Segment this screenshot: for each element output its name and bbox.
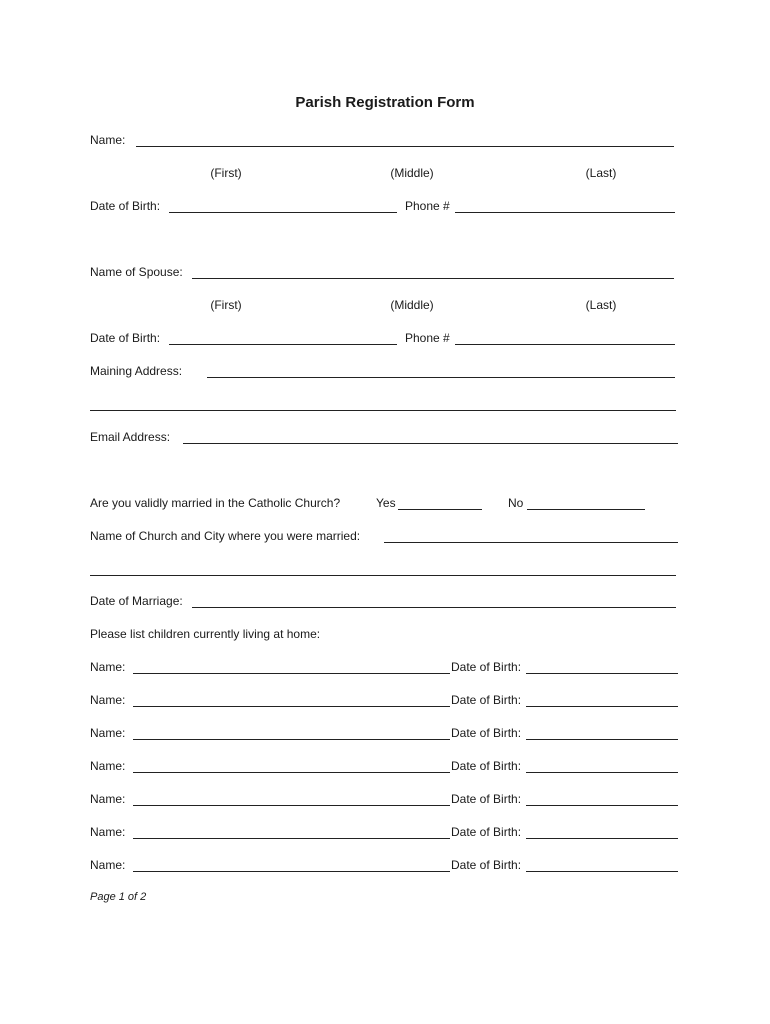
- child-dob-field[interactable]: [526, 756, 678, 773]
- no-label: No: [508, 496, 524, 510]
- spouse-name-field[interactable]: [192, 262, 674, 279]
- child-name-label: Name:: [90, 759, 126, 773]
- child-name-field[interactable]: [133, 822, 450, 839]
- child-name-label: Name:: [90, 693, 126, 707]
- first-caption: (First): [210, 166, 242, 180]
- spouse-name-label: Name of Spouse:: [90, 265, 183, 279]
- child-name-field[interactable]: [133, 789, 450, 806]
- child-name-label: Name:: [90, 792, 126, 806]
- child-dob-field[interactable]: [526, 723, 678, 740]
- dob-label: Date of Birth:: [90, 199, 161, 213]
- spouse-first-caption: (First): [210, 298, 242, 312]
- child-name-label: Name:: [90, 660, 126, 674]
- form-title: Parish Registration Form: [295, 94, 475, 111]
- child-dob-label: Date of Birth:: [451, 792, 522, 806]
- mailing-address-line2[interactable]: [90, 394, 676, 411]
- child-dob-label: Date of Birth:: [451, 693, 522, 707]
- child-name-field[interactable]: [133, 756, 450, 773]
- yes-field[interactable]: [398, 493, 482, 510]
- no-field[interactable]: [527, 493, 645, 510]
- child-name-label: Name:: [90, 825, 126, 839]
- middle-caption: (Middle): [390, 166, 434, 180]
- page-footer: Page 1 of 2: [90, 891, 147, 903]
- date-of-marriage-label: Date of Marriage:: [90, 594, 183, 608]
- child-name-field[interactable]: [133, 723, 450, 740]
- spouse-dob-label: Date of Birth:: [90, 331, 161, 345]
- child-dob-label: Date of Birth:: [451, 726, 522, 740]
- phone-label: Phone #: [405, 199, 450, 213]
- mailing-address-field[interactable]: [207, 361, 675, 378]
- child-name-field[interactable]: [133, 657, 450, 674]
- dob-field[interactable]: [169, 196, 397, 213]
- child-dob-label: Date of Birth:: [451, 858, 522, 872]
- child-dob-field[interactable]: [526, 789, 678, 806]
- child-name-field[interactable]: [133, 690, 450, 707]
- child-dob-field[interactable]: [526, 855, 678, 872]
- email-field[interactable]: [183, 427, 678, 444]
- mailing-address-label: Maining Address:: [90, 364, 183, 378]
- date-of-marriage-field[interactable]: [192, 591, 676, 608]
- spouse-phone-label: Phone #: [405, 331, 450, 345]
- church-city-field[interactable]: [384, 526, 678, 543]
- married-question: Are you validly married in the Catholic Church?: [90, 496, 341, 510]
- child-dob-field[interactable]: [526, 822, 678, 839]
- phone-field[interactable]: [455, 196, 675, 213]
- spouse-middle-caption: (Middle): [390, 298, 434, 312]
- child-dob-field[interactable]: [526, 690, 678, 707]
- spouse-dob-field[interactable]: [169, 328, 397, 345]
- church-city-label: Name of Church and City where you were married:: [90, 529, 361, 543]
- child-name-label: Name:: [90, 858, 126, 872]
- child-name-field[interactable]: [133, 855, 450, 872]
- name-label: Name:: [90, 133, 126, 147]
- child-dob-label: Date of Birth:: [451, 660, 522, 674]
- yes-label: Yes: [376, 496, 396, 510]
- children-instruction: Please list children currently living at home:: [90, 627, 321, 641]
- last-caption: (Last): [585, 166, 617, 180]
- spouse-phone-field[interactable]: [455, 328, 675, 345]
- child-dob-field[interactable]: [526, 657, 678, 674]
- child-dob-label: Date of Birth:: [451, 825, 522, 839]
- spouse-last-caption: (Last): [585, 298, 617, 312]
- email-label: Email Address:: [90, 430, 171, 444]
- church-city-line2[interactable]: [90, 559, 676, 576]
- child-name-label: Name:: [90, 726, 126, 740]
- name-field[interactable]: [136, 130, 674, 147]
- child-dob-label: Date of Birth:: [451, 759, 522, 773]
